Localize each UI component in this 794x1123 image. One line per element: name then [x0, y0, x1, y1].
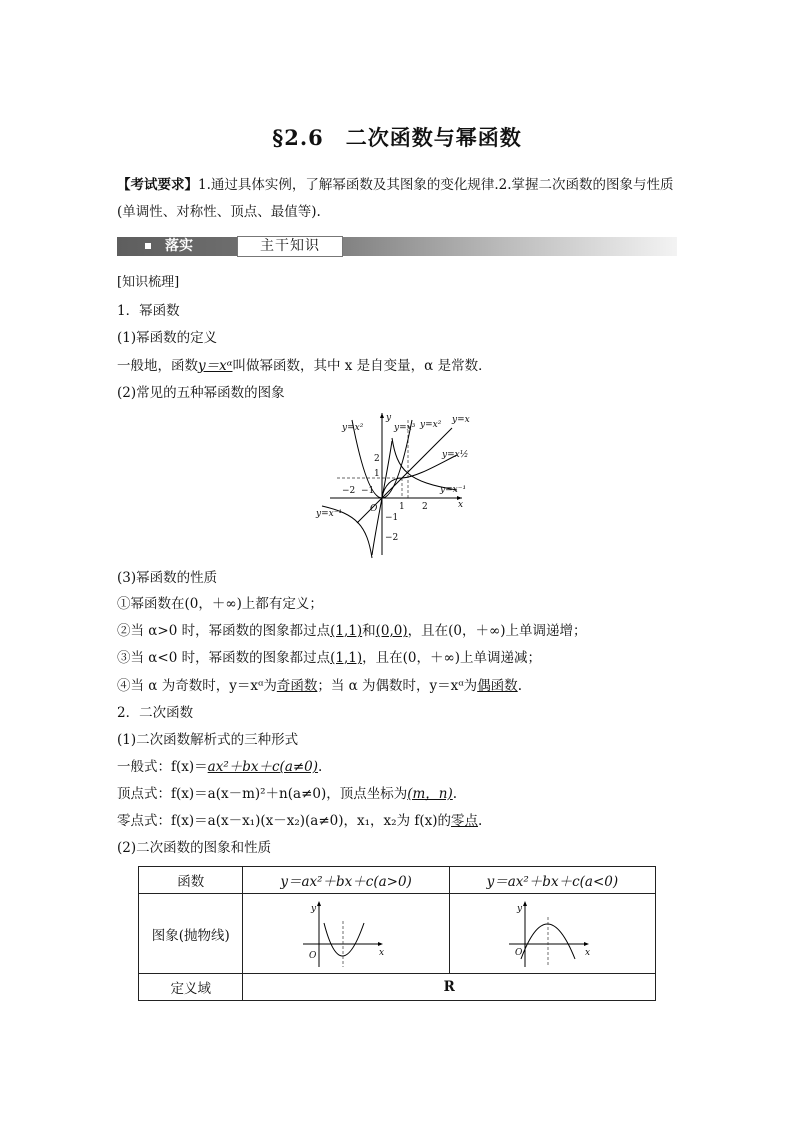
- down-y-arrow-icon: [523, 901, 527, 906]
- cell-graph-down: [449, 894, 655, 974]
- down-y-label: y: [517, 903, 523, 914]
- x-axis-label: x: [458, 500, 464, 510]
- y-axis-label: y: [386, 413, 392, 423]
- cell-graph-up: [243, 894, 449, 974]
- down-x-arrow-icon: [584, 942, 589, 946]
- form-zero: [117, 810, 482, 832]
- prop-3-b: ，且在(0，＋∞)上单调递减；: [362, 650, 541, 666]
- table-header-row: [139, 867, 656, 894]
- label-x-cubed: y=x³: [394, 423, 416, 433]
- page-title: §2.6 二次函数与幂函数: [272, 125, 522, 150]
- up-y-label: y: [311, 903, 317, 914]
- label-inverse-left: y=x⁻¹: [316, 509, 343, 519]
- form-zero-term: 零点: [451, 813, 479, 829]
- label-sqrt: y=x½: [442, 450, 469, 460]
- tick-y-2: 2: [374, 454, 380, 464]
- s1-sub1: (1)幂函数的定义: [117, 330, 218, 346]
- tick-y-neg1: −1: [385, 513, 399, 523]
- form-zero-a: 零点式：f(x)＝a(x－x₁)(x－x₂)(a≠0)，x₁，x₂为 f(x)的: [117, 813, 452, 829]
- banner-left: [145, 237, 193, 256]
- section-banner: [117, 235, 677, 261]
- s1-definition: [117, 355, 492, 377]
- prop-4-a: ④当 α 为奇数时，y＝xᵅ为: [117, 678, 277, 694]
- form-vertex: [117, 783, 457, 805]
- form-general-expr: ax²＋bx＋c(a≠0): [207, 759, 319, 775]
- table-row-domain: [139, 974, 656, 1001]
- def-text-a: 一般地，函数: [117, 358, 198, 374]
- prop-3-point: (1,1): [330, 650, 363, 666]
- power-function-graph: [312, 410, 482, 560]
- down-x-label: x: [585, 947, 591, 958]
- row-graph-label: 图象(抛物线): [139, 894, 243, 974]
- prop-4: [117, 675, 522, 697]
- banner-bar: [117, 237, 677, 256]
- up-parabola: [324, 923, 364, 956]
- origin-label: O: [370, 504, 378, 514]
- banner-right: 主干知识: [237, 236, 343, 257]
- s1-sub3: (3)幂函数的性质: [117, 570, 218, 586]
- header-function: 函数: [139, 867, 243, 894]
- prop-4-odd: 奇函数: [276, 678, 318, 694]
- s1-heading: 1．幂函数: [117, 303, 180, 319]
- def-text-b: 叫做幂函数，其中 x 是自变量，α 是常数．: [232, 358, 492, 374]
- form-general-b: .: [318, 759, 323, 775]
- form-vertex-coord: (m，n): [407, 786, 453, 802]
- exam-label: 【考试要求】: [117, 177, 198, 193]
- prop-2: [117, 620, 587, 642]
- prop-3-a: ③当 α<0 时，幂函数的图象都过点: [117, 650, 331, 666]
- s2-sub1: (1)二次函数解析式的三种形式: [117, 732, 299, 748]
- label-inverse-right: y=x⁻¹: [440, 485, 467, 495]
- banner-left-label: 落实: [165, 238, 193, 254]
- tick-y-1: 1: [374, 469, 380, 479]
- square-icon: [145, 243, 151, 249]
- tick-x-neg2: −2: [342, 486, 356, 496]
- header-a-positive: y＝ax²＋bx＋c(a>0): [243, 867, 449, 894]
- form-general-a: 一般式：f(x)＝: [117, 759, 208, 775]
- s1-sub2: (2)常见的五种幂函数的图象: [117, 385, 285, 401]
- form-general: [117, 756, 322, 778]
- form-vertex-b: .: [452, 786, 458, 802]
- knowledge-heading: [知识梳理]: [117, 275, 180, 290]
- exam-text-1: 1.通过具体实例，了解幂函数及其图象的变化规律.2.掌握二次函数的图象与性质: [198, 177, 674, 193]
- prop-2-a: ②当 α>0 时，幂函数的图象都过点: [117, 623, 331, 639]
- prop-2-b: 和: [362, 623, 376, 639]
- header-a-negative: y＝ax²＋bx＋c(a<0): [449, 867, 655, 894]
- prop-2-point1: (1,1): [330, 623, 363, 639]
- prop-4-even: 偶函数: [477, 678, 518, 694]
- label-x: y=x: [452, 415, 470, 425]
- prop-3: [117, 647, 541, 669]
- row-domain-label: 定义域: [139, 974, 243, 1001]
- exam-text-2: (单调性、对称性、顶点、最值等).: [117, 204, 321, 220]
- tick-y-neg2: −2: [385, 533, 399, 543]
- tick-x-neg1: −1: [361, 486, 375, 496]
- y-arrow-icon: [380, 413, 384, 418]
- parabola-up-graph: [301, 899, 391, 969]
- label-x-squared-right: y=x²: [420, 420, 442, 430]
- down-origin: O: [515, 947, 523, 958]
- up-x-arrow-icon: [378, 942, 383, 946]
- table-row-graph: [139, 894, 656, 974]
- prop-2-point2: (0,0): [375, 623, 408, 639]
- form-zero-b: .: [478, 813, 483, 829]
- exam-requirements: [117, 172, 682, 226]
- prop-4-c: .: [517, 678, 522, 694]
- up-x-label: x: [379, 947, 385, 958]
- quadratic-properties-table: [138, 866, 656, 1001]
- form-vertex-a: 顶点式：f(x)＝a(x－m)²＋n(a≠0)，顶点坐标为: [117, 786, 408, 802]
- parabola-down-graph: [507, 899, 597, 969]
- row-domain-value: R: [243, 974, 656, 1001]
- s2-heading: 2．二次函数: [117, 705, 194, 721]
- up-origin: O: [309, 950, 317, 961]
- label-x-squared-left: y=x²: [342, 423, 364, 433]
- prop-1: ①幂函数在(0，＋∞)上都有定义；: [117, 596, 323, 612]
- s2-sub2: (2)二次函数的图象和性质: [117, 840, 272, 856]
- def-formula: y＝xᵅ: [198, 358, 233, 374]
- tick-x-1: 1: [399, 502, 405, 512]
- prop-2-c: ，且在(0，＋∞)上单调递增；: [407, 623, 587, 639]
- up-y-arrow-icon: [317, 901, 321, 906]
- prop-4-b: ；当 α 为偶数时，y＝xᵅ为: [317, 678, 478, 694]
- tick-x-2: 2: [422, 502, 428, 512]
